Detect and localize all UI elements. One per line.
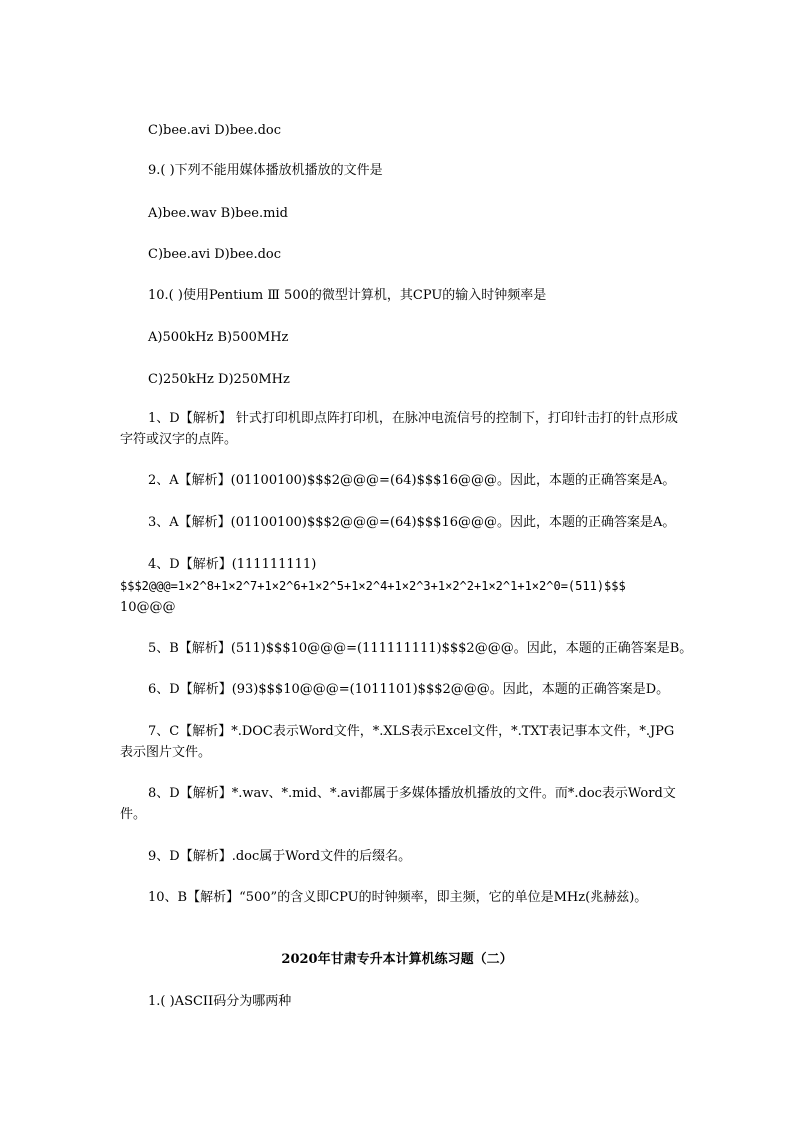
answer-8: 8、D【解析】*.wav、*.mid、*.avi都属于多媒体播放机播放的文件。而*.doc表示Word文件。 bbox=[120, 786, 676, 822]
section-title: 2020年甘肃专升本计算机练习题（二） bbox=[281, 952, 513, 967]
answer-4-line-3: 10@@@ bbox=[120, 600, 176, 615]
answer-10: 10、B【解析】“500”的含义即CPU的时钟频率，即主频，它的单位是MHz(兆赫兹)。 bbox=[148, 890, 648, 905]
question-10-options-ab: A)500kHz B)500MHz bbox=[148, 330, 289, 345]
question-9-options-cd: C)bee.avi D)bee.doc bbox=[148, 247, 282, 262]
section-2-question-1: 1.( )ASCII码分为哪两种 bbox=[148, 994, 292, 1009]
answer-3: 3、A【解析】(01100100)$$$2@@@=(64)$$$16@@@。因此，本题的正确答案是A。 bbox=[148, 515, 676, 530]
answer-4-line-1: 4、D【解析】(111111111) bbox=[148, 557, 317, 572]
question-9-stem: 9.( )下列不能用媒体播放机播放的文件是 bbox=[148, 163, 383, 178]
answer-7: 7、C【解析】*.DOC表示Word文件，*.XLS表示Excel文件，*.TXT表记事本文件，*.JPG表示图片文件。 bbox=[120, 724, 675, 760]
answer-2: 2、A【解析】(01100100)$$$2@@@=(64)$$$16@@@。因此，本题的正确答案是A。 bbox=[148, 473, 676, 488]
answer-4-line-2: $$$2@@@=1×2^8+1×2^7+1×2^6+1×2^5+1×2^4+1×2^3+1×2^2+1×2^1+1×2^0=(511)$$$ bbox=[120, 579, 626, 593]
question-9-options-ab: A)bee.wav B)bee.mid bbox=[148, 206, 288, 221]
question-8-options-cd: C)bee.avi D)bee.doc bbox=[148, 123, 282, 138]
answer-1: 1、D【解析】 针式打印机即点阵打印机，在脉冲电流信号的控制下，打印针击打的针点形成字符或汉字的点阵。 bbox=[120, 411, 678, 447]
answer-9: 9、D【解析】.doc属于Word文件的后缀名。 bbox=[148, 849, 412, 864]
question-10-options-cd: C)250kHz D)250MHz bbox=[148, 372, 290, 387]
question-10-stem: 10.( )使用Pentium Ⅲ 500的微型计算机，其CPU的输入时钟频率是 bbox=[148, 288, 547, 303]
answer-6: 6、D【解析】(93)$$$10@@@=(1011101)$$$2@@@。因此，本题的正确答案是D。 bbox=[148, 682, 670, 697]
answer-5: 5、B【解析】(511)$$$10@@@=(111111111)$$$2@@@。因此，本题的正确答案是B。 bbox=[148, 641, 693, 656]
